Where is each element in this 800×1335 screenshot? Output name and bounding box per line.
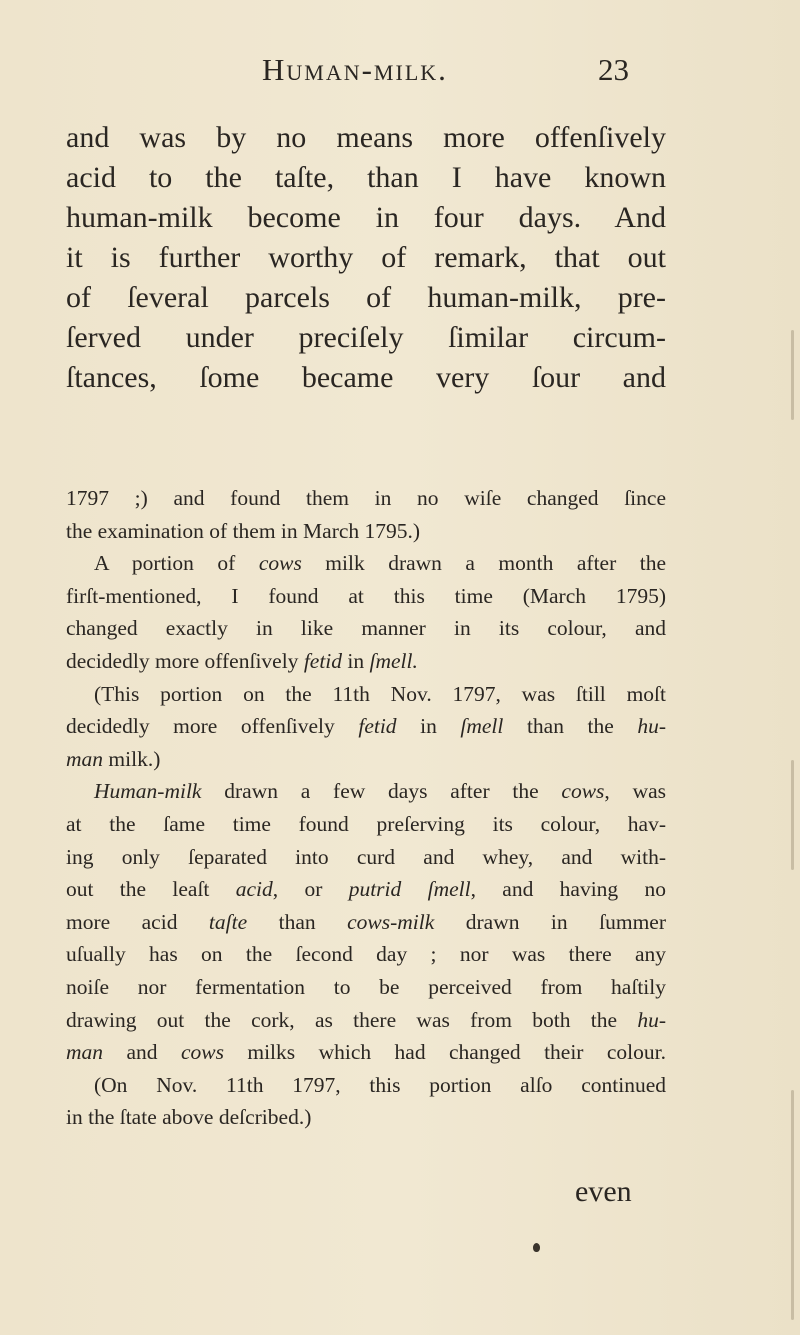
footnote-line: decidedly more offenſively fetid in ſmell than the hu- [66, 714, 666, 739]
footnote-line: more acid taſte than cows-milk drawn in ſummer [66, 909, 666, 934]
footnote-line: changed exactly in like manner in its colour, and [66, 616, 666, 641]
footnote-line: (This portion on the 11th Nov. 1797, was ſtill moſt [94, 681, 666, 706]
main-text-line: and was by no means more offenſively [66, 121, 666, 154]
footnote-line: A portion of cows milk drawn a month after the [94, 551, 666, 576]
footnote-line: at the ſame time found preſerving its colour, hav- [66, 811, 666, 836]
footnote-block [66, 482, 666, 1134]
printer-mark-icon [533, 1243, 540, 1252]
footnote-line: ing only ſeparated into curd and whey, and with- [66, 844, 666, 869]
running-head [0, 52, 800, 92]
page-number: 23 [598, 52, 629, 87]
footnote-line: 1797 ;) and found them in no wiſe changed ſince [66, 486, 666, 510]
footnote-line: (On Nov. 11th 1797, this portion alſo continued [94, 1072, 666, 1097]
footnote-line: the examination of them in March 1795.) [66, 518, 421, 543]
main-text-line: acid to the taſte, than I have known [66, 161, 666, 194]
main-text-line: ſtances, ſome became very ſour and [66, 361, 666, 394]
footnote-line: noiſe nor fermentation to be perceived from haſtily [66, 974, 666, 999]
main-text-line: human-milk become in four days. And [66, 201, 666, 234]
footnote-line: uſually has on the ſecond day ; nor was there any [66, 942, 666, 967]
footnote-line: drawing out the cork, as there was from both the hu- [66, 1007, 666, 1032]
main-text [66, 118, 666, 398]
footnote-line: man milk.) [66, 746, 161, 771]
footnote-line: in the ſtate above deſcribed.) [66, 1105, 312, 1130]
main-text-line: ſerved under preciſely ſimilar circum- [66, 321, 666, 354]
footnote-line: Human-milk drawn a few days after the cows, was [94, 779, 667, 804]
running-title: Human-milk. [262, 52, 448, 87]
footnote-line: decidedly more offenſively fetid in ſmell. [66, 648, 418, 673]
footnote-line: firſt-mentioned, I found at this time (March 1795) [66, 583, 666, 608]
page-edge-mark [791, 330, 794, 420]
catchword: even [575, 1175, 632, 1208]
footnote-line: man and cows milks which had changed their colour. [66, 1040, 667, 1065]
main-text-line: it is further worthy of remark, that out [66, 241, 666, 274]
page-edge-mark [791, 760, 794, 870]
page-edge-mark [791, 1090, 794, 1320]
footnote-line: out the leaſt acid, or putrid ſmell, and having no [66, 877, 667, 902]
main-text-line: of ſeveral parcels of human-milk, pre- [66, 281, 666, 314]
